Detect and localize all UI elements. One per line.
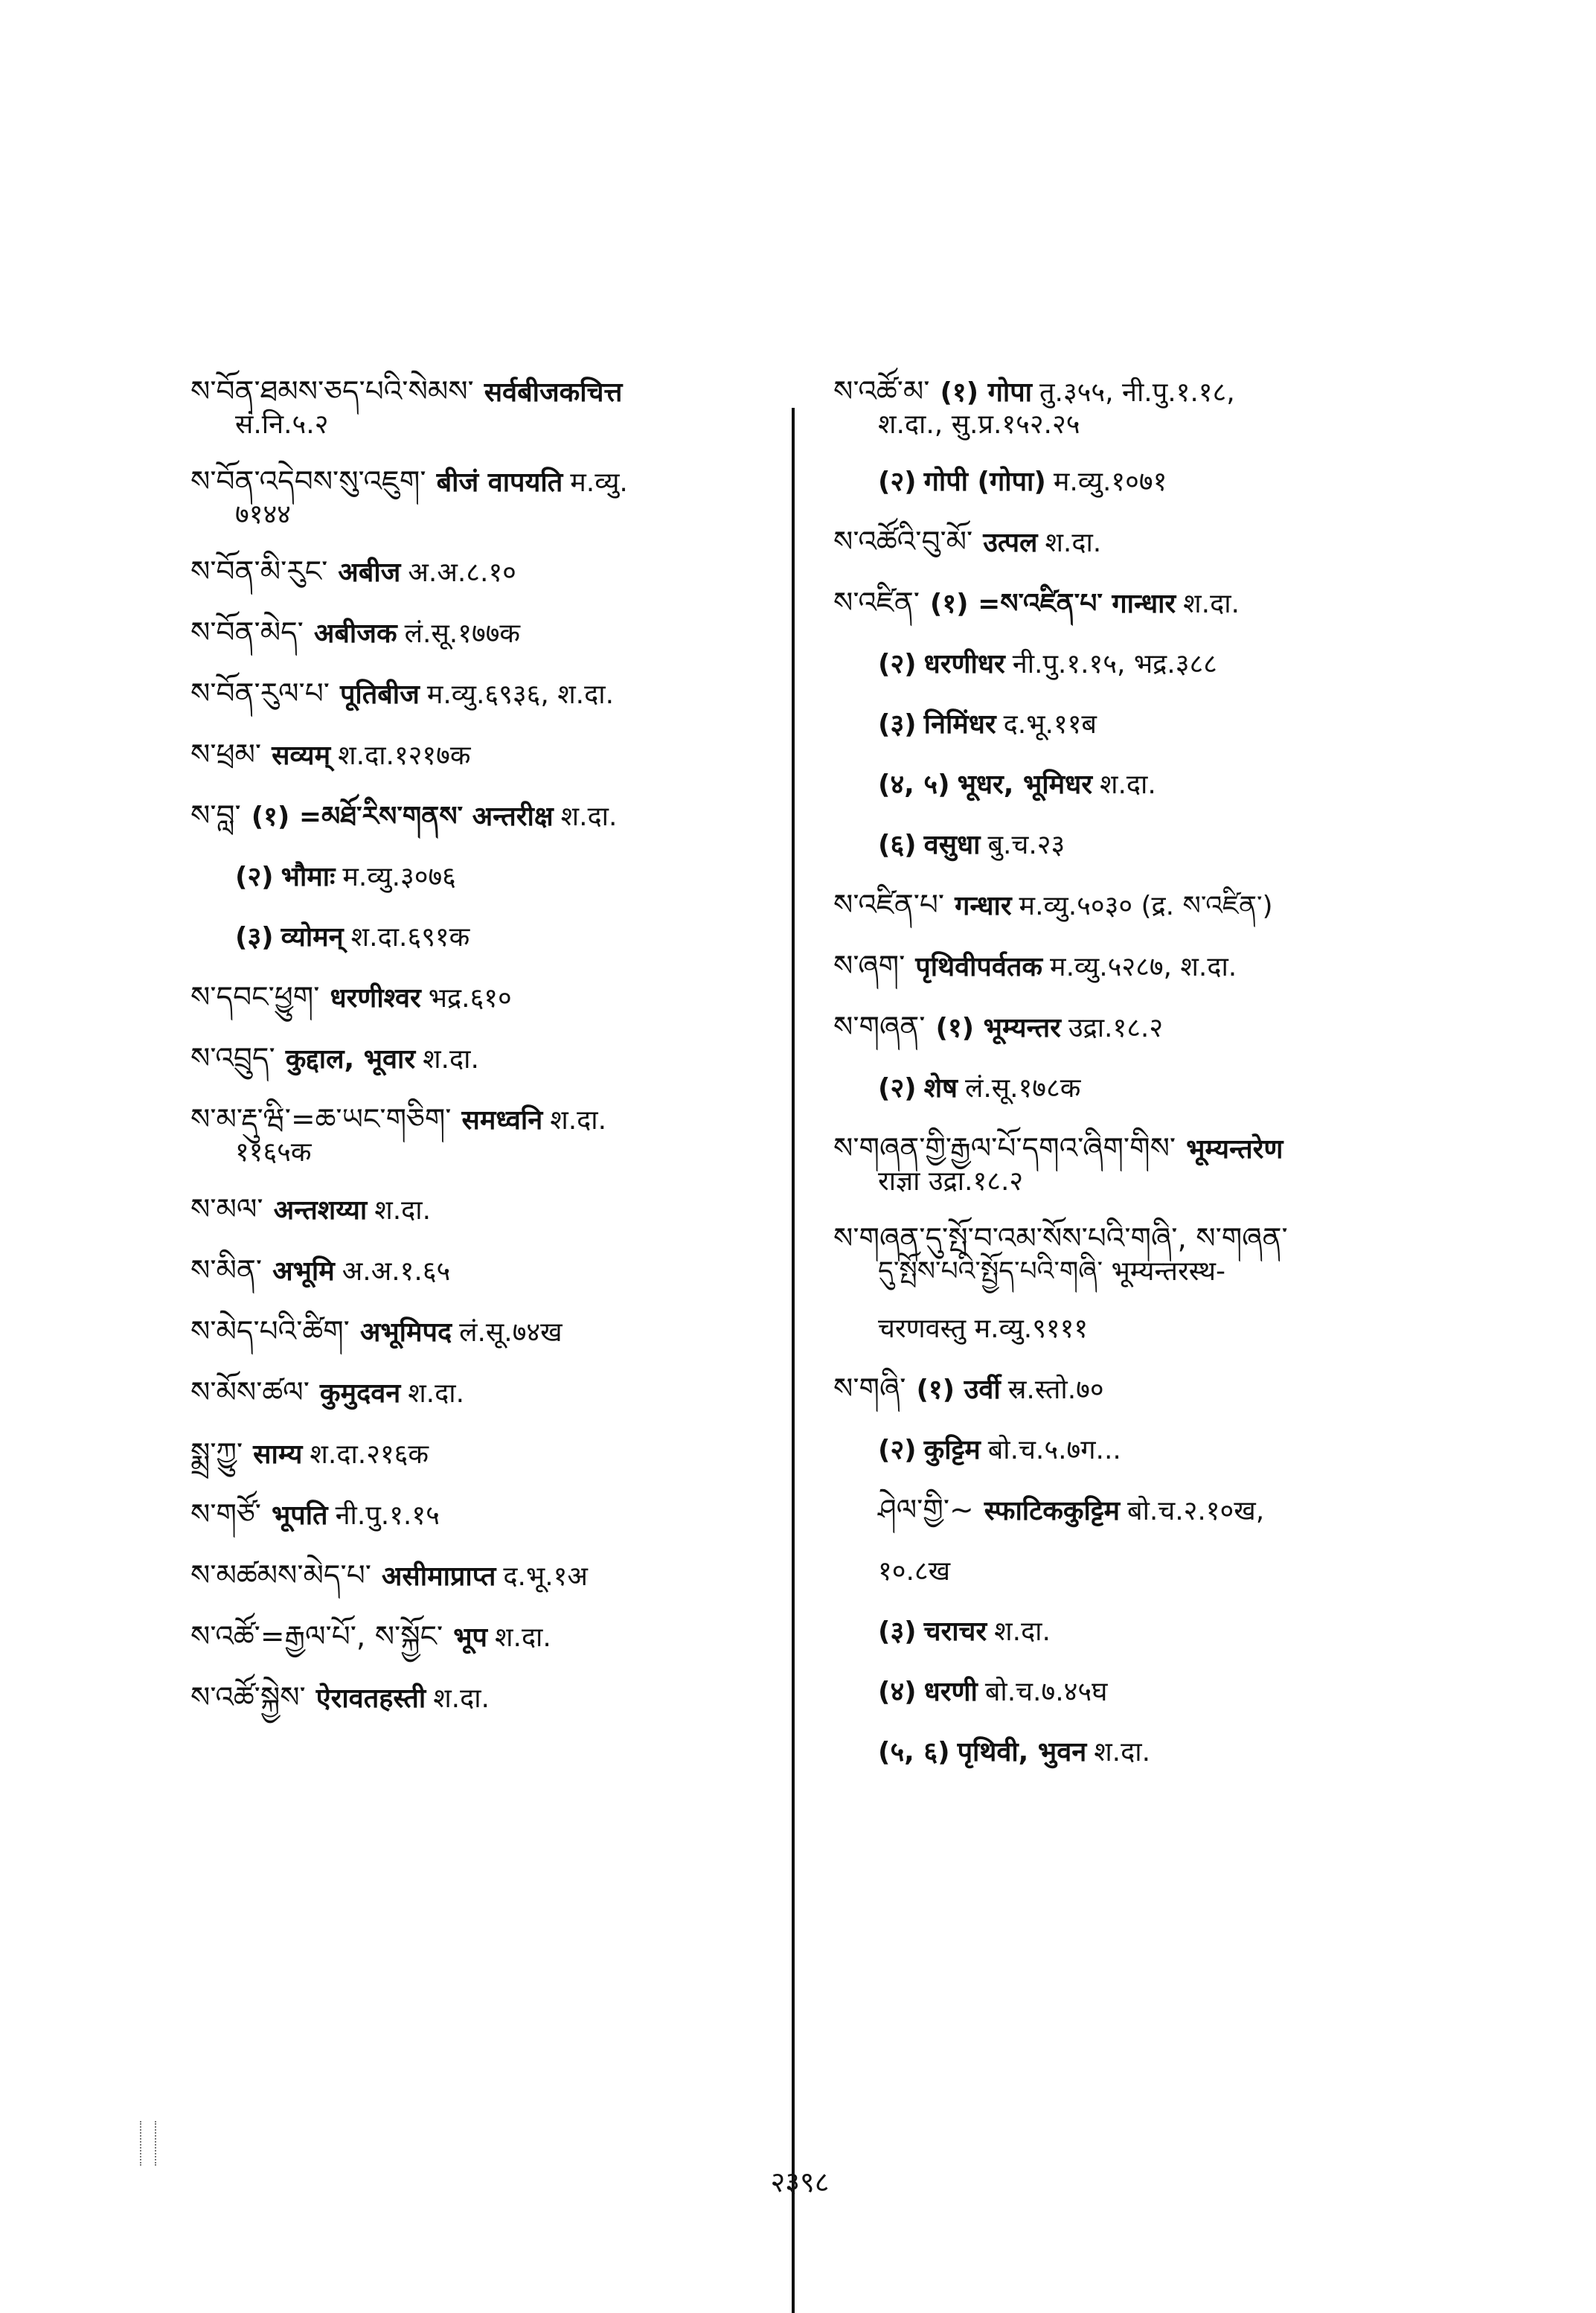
source-reference: तु.३५५, नी.पु.१.१८, bbox=[1039, 377, 1235, 408]
source-reference: श.दा.२१६क bbox=[310, 1439, 429, 1470]
dictionary-entry bbox=[190, 800, 786, 833]
source-reference: १०.८ख bbox=[878, 1556, 951, 1587]
tibetan-headword: ས་མེད་པའི་ཚིག་ bbox=[190, 1315, 350, 1349]
sense-number: (२) bbox=[878, 1073, 917, 1104]
tibetan-headword: ས་བོན་མེད་ bbox=[190, 616, 304, 650]
tibetan-headword: ས་གཞན་དུ་སྤོ་བ་འམ་སོས་པའི་གཞི་, ས་གཞན་ bbox=[833, 1222, 1288, 1255]
tibetan-headword: ས་བོན་རུལ་པ་ bbox=[190, 677, 330, 711]
sense-number: (२) bbox=[878, 467, 917, 497]
continuation-text: सं.नि.५.२ bbox=[235, 409, 329, 440]
sanskrit-equivalent: स्फाटिककुट्टिम bbox=[984, 1496, 1121, 1526]
sense-number: (३) bbox=[878, 709, 917, 740]
right-column bbox=[833, 376, 1451, 1797]
source-reference: नी.पु.१.१५, भद्र.३८८ bbox=[1012, 649, 1217, 679]
continuation-text: དུ་སྤོས་པའི་སྤྱོད་པའི་གཞི་ भूम्यन्तरस्थ- bbox=[878, 1256, 1225, 1287]
tibetan-headword: ས་བོན་འདེབས་སུ་འཇུག་ bbox=[190, 465, 426, 499]
continuation-text: ७१४४ bbox=[235, 499, 291, 530]
left-column bbox=[190, 376, 786, 1743]
dictionary-entry bbox=[190, 982, 786, 1014]
source-reference: स्र.स्तो.७० bbox=[1007, 1375, 1104, 1405]
dictionary-entry bbox=[190, 1621, 786, 1654]
source-reference: श.दा. bbox=[1094, 1737, 1151, 1767]
sub-sense bbox=[833, 769, 1451, 801]
tibetan-headword: ས་མོས་ཚལ་ bbox=[190, 1376, 310, 1410]
dictionary-entry bbox=[190, 1316, 786, 1349]
tibetan-headword: ས་འབྲུད་ bbox=[190, 1042, 275, 1075]
dictionary-entry bbox=[833, 526, 1451, 559]
dictionary-entry bbox=[190, 1194, 786, 1226]
source-reference: नी.पु.१.१५ bbox=[335, 1500, 440, 1531]
sense-number: (६) bbox=[878, 830, 917, 860]
sanskrit-equivalent: (१) उर्वी bbox=[916, 1375, 1001, 1405]
source-reference: लं.सू.१७८क bbox=[964, 1073, 1081, 1104]
tibetan-headword: ས་འཚོ་སྐྱེས་ bbox=[190, 1681, 306, 1715]
continuation-text: राज्ञा उद्रा.१८.२ bbox=[878, 1166, 1024, 1197]
source-reference: श.दा. bbox=[994, 1616, 1051, 1647]
sense-number: (२) bbox=[878, 1435, 917, 1465]
sanskrit-equivalent: कुमुदवन bbox=[319, 1378, 401, 1409]
sub-sense bbox=[833, 1072, 1451, 1104]
column-divider bbox=[792, 408, 795, 2313]
entry-continuation bbox=[833, 1313, 1451, 1345]
sanskrit-equivalent: पृथिवीपर्वतक bbox=[915, 952, 1043, 982]
source-reference: म.व्यु.१०७१ bbox=[1053, 467, 1167, 497]
sanskrit-equivalent: भूपति bbox=[271, 1500, 328, 1531]
tibetan-headword: ས་གཞན་གྱི་རྒྱལ་པོ་དགའ་ཞིག་གིས་ bbox=[833, 1132, 1176, 1165]
tibetan-headword: ས་འཛིན་པ་ bbox=[833, 889, 945, 922]
sanskrit-equivalent: अबीजक bbox=[313, 618, 397, 649]
sub-sense bbox=[833, 708, 1451, 740]
continuation-text: ११६५क bbox=[235, 1137, 312, 1168]
continuation-text: चरणवस्तु म.व्यु.९१११ bbox=[878, 1314, 1089, 1344]
sanskrit-equivalent: अभूमिपद bbox=[359, 1317, 452, 1348]
sub-sense bbox=[833, 1676, 1451, 1708]
sanskrit-equivalent: पृथिवी, भुवन bbox=[957, 1737, 1087, 1767]
dictionary-entry bbox=[190, 1255, 786, 1287]
source-reference: म.व्यु.६९३६, श.दा. bbox=[426, 679, 615, 710]
source-reference: श.दा.६९१क bbox=[350, 922, 470, 953]
page-number: २३९८ bbox=[770, 2166, 830, 2198]
sanskrit-equivalent: शेष bbox=[923, 1073, 958, 1104]
sanskrit-equivalent: धरणीधर bbox=[923, 649, 1005, 679]
sanskrit-equivalent: भूप bbox=[453, 1622, 488, 1653]
dictionary-entry bbox=[833, 376, 1451, 441]
sense-number: (४, ५) bbox=[878, 770, 950, 800]
dictionary-entry bbox=[190, 739, 786, 772]
source-reference: श.दा. bbox=[495, 1622, 551, 1653]
sanskrit-equivalent: भूम्यन्तरेण bbox=[1186, 1134, 1283, 1165]
source-reference: श.दा. bbox=[560, 802, 618, 832]
sense-number: (२) bbox=[878, 649, 917, 679]
source-reference: भद्र.६१० bbox=[428, 983, 512, 1014]
tibetan-headword: ས་འཚོ་=རྒྱལ་པོ་, ས་སྐྱོང་ bbox=[190, 1620, 443, 1654]
dictionary-entry bbox=[190, 376, 786, 441]
source-reference: द.भू.१अ bbox=[503, 1561, 588, 1592]
source-reference: बो.च.५.७ग... bbox=[987, 1435, 1121, 1465]
source-reference: म.व्यु.५०३० (द्र. ས་འཛིན་) bbox=[1019, 891, 1273, 921]
dictionary-entry bbox=[190, 1043, 786, 1075]
dictionary-entry bbox=[833, 1223, 1451, 1287]
sanskrit-equivalent: (१) =ས་འཛིན་པ་ गान्धार bbox=[929, 589, 1176, 619]
tibetan-headword: ས་མིན་ bbox=[190, 1254, 263, 1287]
sanskrit-equivalent: भूधर, भूमिधर bbox=[957, 770, 1092, 800]
sanskrit-equivalent: कुद्दाल, भूवार bbox=[285, 1044, 416, 1075]
source-reference: लं.सू.७४ख bbox=[459, 1317, 563, 1348]
sanskrit-equivalent: बीजं वापयति bbox=[436, 467, 563, 498]
tibetan-headword: ས་བོན་མི་རུང་ bbox=[190, 555, 328, 589]
source-reference: बु.च.२३ bbox=[987, 830, 1065, 860]
sanskrit-equivalent: असीमाप्राप्त bbox=[381, 1561, 496, 1592]
sense-number: (४) bbox=[878, 1677, 917, 1707]
sub-sense bbox=[833, 466, 1451, 498]
tibetan-headword: ས་དབང་ཕྱུག་ bbox=[190, 981, 320, 1014]
sanskrit-equivalent: अबीज bbox=[338, 557, 401, 588]
sanskrit-equivalent: निमिंधर bbox=[923, 709, 996, 740]
dictionary-entry bbox=[833, 950, 1451, 983]
dictionary-entry bbox=[833, 889, 1451, 922]
source-reference: अ.अ.८.१० bbox=[408, 557, 516, 588]
source-reference: श.दा. bbox=[1099, 770, 1156, 800]
continuation-text: श.दा., सु.प्र.१५२.२५ bbox=[878, 409, 1080, 440]
source-reference: श.दा. bbox=[423, 1044, 479, 1075]
tibetan-headword: ས་ཕྲམ་ bbox=[190, 738, 262, 772]
sense-number: (५, ६) bbox=[878, 1737, 950, 1767]
sub-sense bbox=[833, 648, 1451, 680]
tibetan-headword: ས་མ་རྡུ་ཝི་=ཆ་ཡང་གཅིག་ bbox=[190, 1103, 452, 1136]
sanskrit-equivalent: गन्धार bbox=[955, 891, 1012, 921]
sanskrit-equivalent: अन्तशय्या bbox=[273, 1195, 368, 1226]
source-reference: श.दा. bbox=[1045, 528, 1102, 558]
sanskrit-equivalent: व्योमन् bbox=[281, 922, 344, 953]
sanskrit-equivalent: (१) गोपा bbox=[940, 377, 1032, 408]
dictionary-entry bbox=[833, 1011, 1451, 1044]
tibetan-headword: ས་འཚོ་མ་ bbox=[833, 375, 930, 409]
source-reference: श.दा. bbox=[433, 1683, 490, 1714]
tibetan-headword: ས་ཞག་ bbox=[833, 950, 906, 983]
sanskrit-equivalent: (१) भूम्यन्तर bbox=[935, 1013, 1061, 1043]
tibetan-headword: སྨྲ་ཀྱུ་ bbox=[190, 1437, 243, 1471]
sub-sense bbox=[833, 1434, 1451, 1466]
source-reference: श.दा. bbox=[550, 1105, 607, 1136]
source-reference: म.व्यु.३०७६ bbox=[342, 862, 456, 892]
dictionary-entry bbox=[190, 617, 786, 650]
sense-number: (२) bbox=[235, 862, 274, 892]
source-reference: बो.च.७.४५घ bbox=[984, 1677, 1108, 1707]
dictionary-entry bbox=[190, 466, 786, 531]
source-reference: श.दा. bbox=[374, 1195, 432, 1226]
dictionary-entry bbox=[190, 678, 786, 711]
tibetan-headword: ས་གཞན་ bbox=[833, 1011, 926, 1044]
sanskrit-equivalent: साम्य bbox=[253, 1439, 303, 1470]
sub-sense bbox=[833, 1555, 1451, 1587]
sub-sense bbox=[833, 1494, 1451, 1527]
dictionary-entry bbox=[190, 1499, 786, 1532]
source-reference: उद्रा.१८.२ bbox=[1068, 1013, 1164, 1043]
dictionary-entry bbox=[190, 1104, 786, 1168]
sub-sense bbox=[833, 829, 1451, 861]
source-reference: लं.सू.१७७क bbox=[404, 618, 521, 649]
sanskrit-equivalent: अभूमि bbox=[272, 1256, 335, 1287]
sanskrit-equivalent: उत्पल bbox=[983, 528, 1038, 558]
scan-artifact bbox=[140, 2121, 156, 2166]
dictionary-entry bbox=[190, 1377, 786, 1410]
sanskrit-equivalent: कुट्टिम bbox=[923, 1435, 981, 1465]
source-reference: बो.च.२.१०ख, bbox=[1127, 1496, 1265, 1526]
sanskrit-equivalent: धरणी bbox=[923, 1677, 978, 1707]
tibetan-headword: ས་འཛིན་ bbox=[833, 586, 920, 620]
source-reference: द.भू.११ब bbox=[1003, 709, 1097, 740]
sub-sense bbox=[833, 1736, 1451, 1768]
sanskrit-equivalent: सव्यम् bbox=[272, 740, 331, 771]
source-reference: अ.अ.१.६५ bbox=[342, 1256, 451, 1287]
sub-sense bbox=[190, 861, 786, 893]
source-reference: श.दा.१२१७क bbox=[338, 740, 471, 771]
dictionary-entry bbox=[190, 1682, 786, 1715]
source-reference: श.दा. bbox=[408, 1378, 465, 1409]
dictionary-entry bbox=[833, 587, 1451, 620]
sanskrit-equivalent: समध्वनि bbox=[461, 1105, 543, 1136]
sanskrit-equivalent: (१) =མཐོ་རིས་གནས་ अन्तरीक्ष bbox=[251, 802, 554, 832]
sub-sense bbox=[190, 921, 786, 953]
source-reference: श.दा. bbox=[1183, 589, 1240, 619]
dictionary-entry bbox=[190, 1560, 786, 1593]
sanskrit-equivalent: धरणीश्वर bbox=[330, 983, 421, 1014]
tibetan-headword: ས་མལ་ bbox=[190, 1193, 263, 1226]
sense-number: ཤེལ་གྱི་~ bbox=[878, 1494, 974, 1527]
sense-number: (३) bbox=[235, 922, 274, 953]
sanskrit-equivalent: चराचर bbox=[923, 1616, 987, 1647]
dictionary-entry bbox=[190, 556, 786, 589]
tibetan-headword: ས་བོན་ཐམས་ཅད་པའི་སེམས་ bbox=[190, 375, 474, 409]
sanskrit-equivalent: पूतिबीज bbox=[339, 679, 420, 710]
sanskrit-equivalent: गोपी (गोपा) bbox=[923, 467, 1046, 497]
sanskrit-equivalent: वसुधा bbox=[923, 830, 981, 860]
tibetan-headword: ས་བླ་ bbox=[190, 799, 241, 833]
tibetan-headword: ས་གཞི་ bbox=[833, 1372, 906, 1406]
sanskrit-equivalent: भौमाः bbox=[281, 862, 336, 892]
sense-number: (३) bbox=[878, 1616, 917, 1647]
sanskrit-equivalent: ऐरावतहस्ती bbox=[315, 1683, 426, 1714]
sanskrit-equivalent: सर्वबीजकचित्त bbox=[484, 377, 623, 408]
tibetan-headword: ས་གཙོ་ bbox=[190, 1498, 261, 1532]
source-reference: म.व्यु. bbox=[570, 467, 628, 498]
dictionary-entry bbox=[190, 1438, 786, 1471]
tibetan-headword: ས་མཚམས་མེད་པ་ bbox=[190, 1559, 371, 1593]
sub-sense bbox=[833, 1616, 1451, 1648]
source-reference: म.व्यु.५२८७, श.दा. bbox=[1050, 952, 1237, 982]
dictionary-entry bbox=[833, 1373, 1451, 1406]
dictionary-entry bbox=[833, 1133, 1451, 1197]
tibetan-headword: ས་འཚོའི་བུ་མོ་ bbox=[833, 525, 973, 559]
